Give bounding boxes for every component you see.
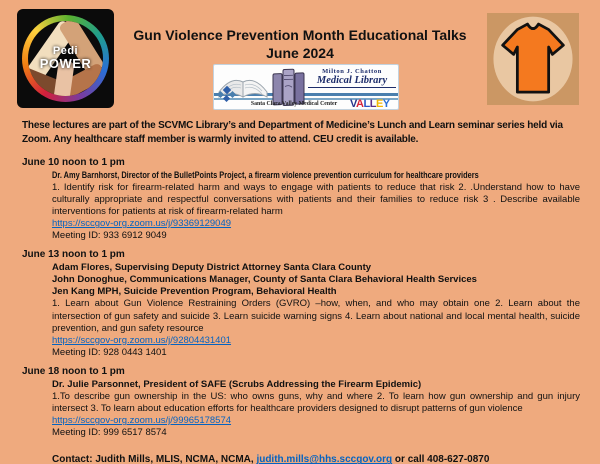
pedi-power-wordmark: [28, 45, 103, 71]
session-date: June 18 noon to 1 pm: [22, 366, 125, 378]
session-objectives: 1. Learn about Gun Violence Restraining Orders (GVRO) –how, when, and who may obtain one 2. Learn about the intersection of gun safety and suicide 3. Learn suicide warning signs 4. Learn about national and local mental health, suicide prevention, and gun safety resource: [52, 298, 580, 334]
session-date: June 10 noon to 1 pm: [22, 157, 125, 168]
flyer-header: [0, 0, 600, 113]
pedi-power-logo: [17, 9, 114, 108]
session-june-18: [0, 366, 600, 439]
open-book-icon: [216, 70, 270, 102]
speaker-line: John Donoghue, Communications Manager, County of Santa Clara Behavioral Health Services: [52, 274, 477, 286]
page-title: Gun Violence Prevention Month Educational Talks: [133, 27, 467, 43]
zoom-link-row: [52, 218, 580, 230]
zoom-meeting-link[interactable]: https://sccgov-org.zoom.us/j/93369129049: [52, 218, 232, 230]
tshirt-icon: [487, 13, 579, 105]
pedi-power-line2: POWER: [39, 56, 92, 72]
contact-line: [52, 453, 580, 464]
meeting-id: Meeting ID: 928 0443 1401: [52, 347, 167, 359]
page-subtitle: June 2024: [266, 45, 334, 62]
meeting-id: Meeting ID: 933 6912 9049: [52, 230, 167, 242]
session-june-13: [0, 249, 600, 359]
meeting-id: Meeting ID: 999 6517 8574: [52, 427, 167, 439]
title-block: [110, 26, 490, 62]
zoom-link-row: [52, 415, 580, 427]
orange-tshirt-graphic: [487, 13, 579, 105]
speaker-line: Adam Flores, Supervising Deputy District Attorney Santa Clara County: [52, 261, 372, 273]
contact-email-link[interactable]: judith.mills@hhs.sccgov.org: [256, 454, 393, 464]
library-subtitle: Santa Clara Valley Medical Center: [250, 101, 338, 107]
speaker-line: Dr. Julie Parsonnet, President of SAFE (Scrubs Addressing the Firearm Epidemic): [52, 378, 422, 390]
session-body: [52, 262, 580, 359]
speaker-line: Dr. Amy Barnhorst, Director of the BulletPoints Project, a firearm violence prevention curriculum for healthcare providers: [52, 169, 479, 181]
valley-wordmark: VALLEY: [350, 98, 390, 110]
session-objectives: 1.To describe gun ownership in the US: who owns guns, why and where 2. To learn how gun ownership and gun injury intersect 3. To learn about education efforts for healthcare providers designed to disrupt patterns of gun violence: [52, 390, 580, 414]
library-name-line1: Milton J. Chatton: [322, 68, 382, 75]
session-date: June 13 noon to 1 pm: [22, 249, 125, 261]
speaker-line: Jen Kang MPH, Suicide Prevention Program, Behavioral Health: [52, 286, 337, 298]
library-name-line2: Medical Library: [308, 75, 396, 88]
contact-prefix: Contact: Judith Mills, MLIS, NCMA, NCMA,: [52, 454, 257, 464]
sessions-list: [0, 157, 600, 439]
intro-text: These lectures are part of the SCVMC Library’s and Department of Medicine’s Lunch and Learn seminar series held via Zoom. Any healthcare staff member is warmly invited to attend. CEU credit is available.: [22, 120, 563, 145]
zoom-meeting-link[interactable]: https://sccgov-org.zoom.us/j/92804431401: [52, 334, 232, 346]
library-logo-banner: [213, 64, 399, 110]
session-june-10: [0, 157, 600, 242]
library-name-block: [308, 68, 396, 88]
zoom-meeting-link[interactable]: https://sccgov-org.zoom.us/j/99965178574: [52, 415, 232, 427]
pedi-power-inner: [28, 21, 103, 96]
session-body: [52, 170, 580, 243]
session-objectives: 1. Identify risk for firearm-related harm and ways to engage with patients to reduce that risk 2. .Understand how to have culturally appropriate and respectful conversations with patients and their families to reduce risk 3 . Describe available interventions for patients at risk of firearm-related harm: [52, 181, 580, 217]
session-body: [52, 379, 580, 440]
pedi-power-line1: Pedi: [52, 45, 79, 57]
contact-suffix: or call 408-627-0870: [392, 454, 490, 464]
zoom-link-row: [52, 335, 580, 347]
rainbow-ring-icon: [22, 15, 109, 102]
